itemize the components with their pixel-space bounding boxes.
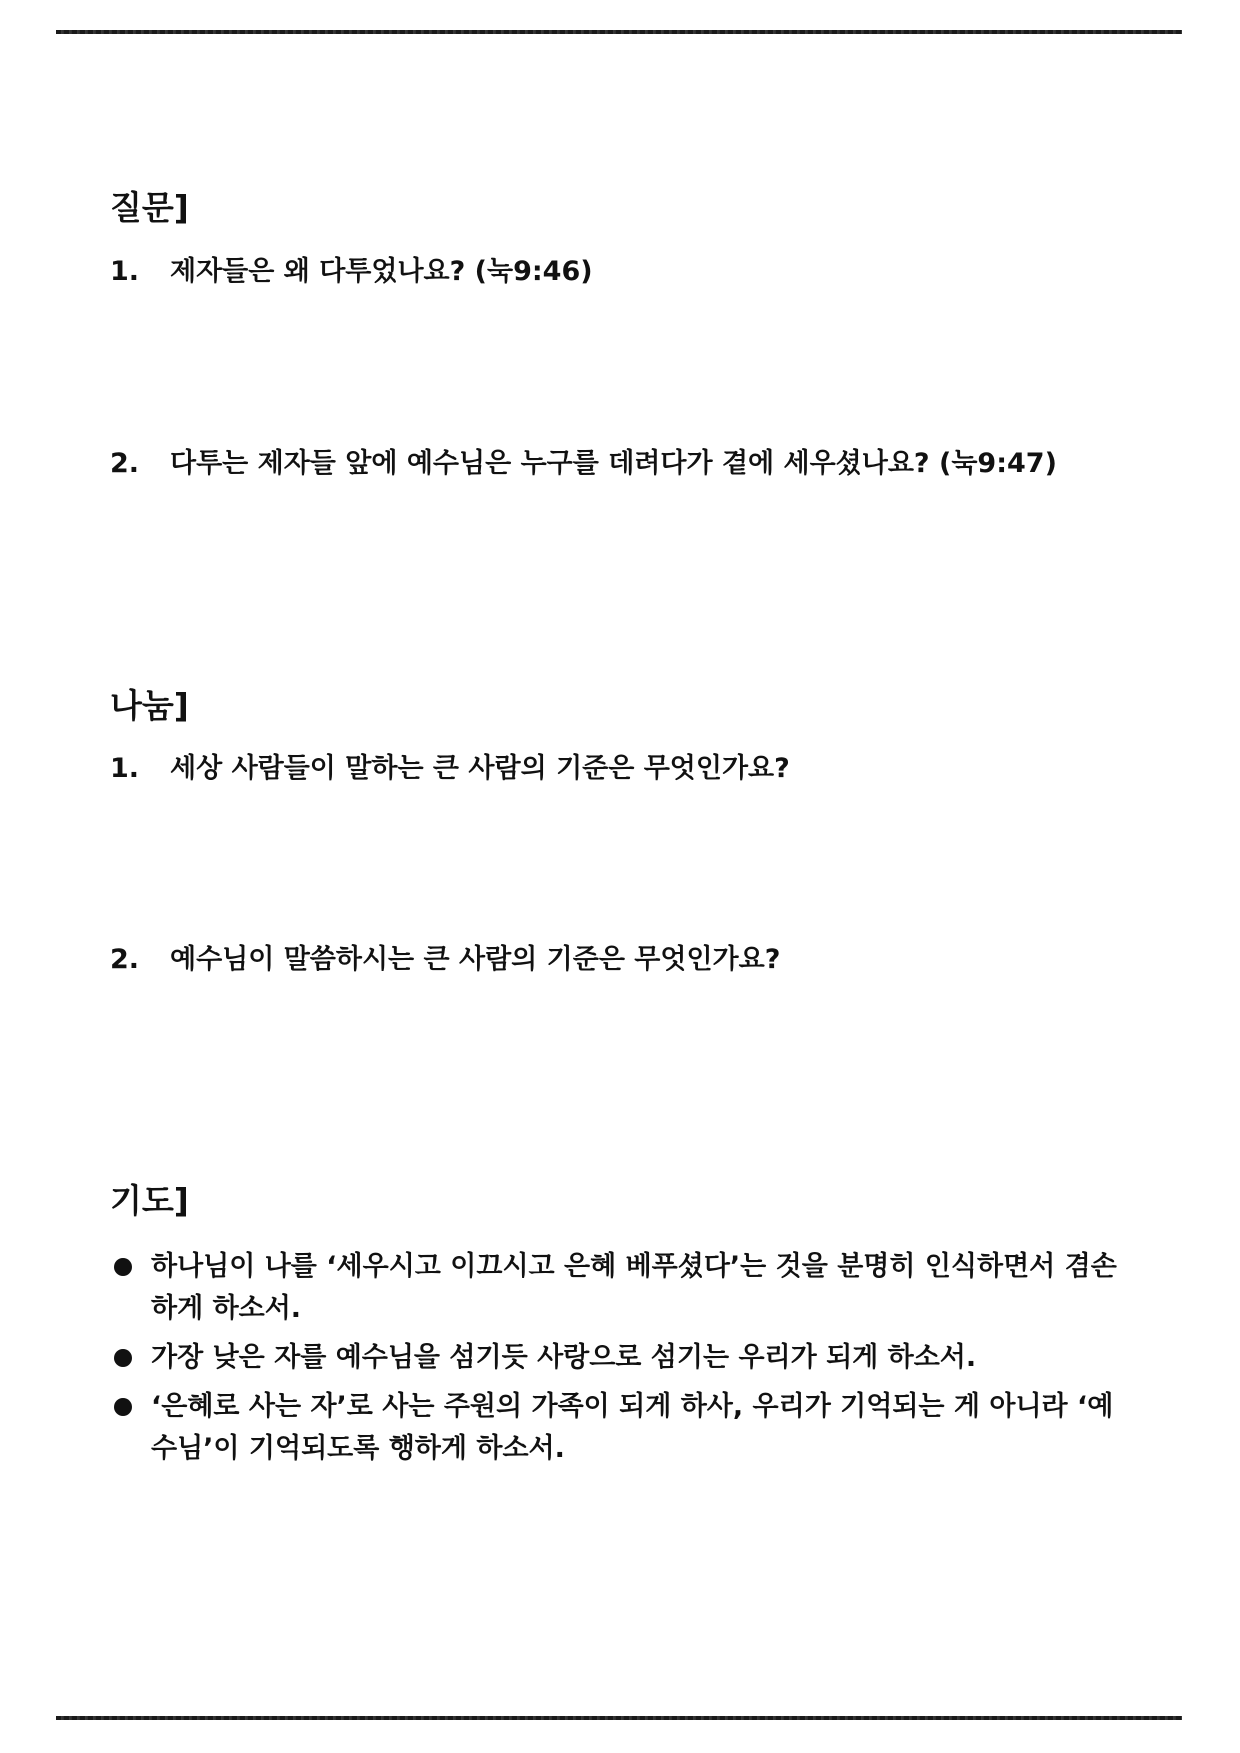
bullet-icon — [114, 1349, 132, 1367]
prayer-list — [110, 1246, 1120, 1477]
prayer-text: 가장 낮은 자를 예수님을 섬기듯 사랑으로 섬기는 우리가 되게 하소서. — [151, 1342, 977, 1373]
sharing-text: 예수님이 말씀하시는 큰 사람의 기준은 무엇인가요? — [170, 944, 781, 975]
bottom-divider — [56, 1716, 1182, 1720]
question-item-2 — [110, 442, 1120, 485]
sharing-text: 세상 사람들이 말하는 큰 사람의 기준은 무엇인가요? — [170, 753, 790, 784]
sharing-item-2 — [110, 938, 1120, 981]
prayer-text: ‘은혜로 사는 자’로 사는 주원의 가족이 되게 하사, 우리가 기억되는 게 아니라 ‘예수님’이 기억되도록 행하게 하소서. — [151, 1391, 1114, 1464]
question-text: 다투는 제자들 앞에 예수님은 누구를 데려다가 곁에 세우셨나요? (눅9:47) — [170, 448, 1057, 479]
sharing-item-1 — [110, 747, 1120, 790]
prayer-item — [110, 1386, 1120, 1470]
bullet-icon — [114, 1258, 132, 1276]
question-text: 제자들은 왜 다투었나요? (눅9:46) — [170, 256, 593, 287]
prayer-item — [110, 1337, 1120, 1379]
sharing-number: 2. — [110, 944, 140, 975]
question-item-1 — [110, 250, 1120, 293]
sharing-heading: 나눔] — [110, 686, 189, 725]
prayer-heading: 기도] — [110, 1181, 189, 1220]
questions-heading: 질문] — [110, 188, 189, 227]
bullet-icon — [114, 1398, 132, 1416]
top-divider — [56, 30, 1182, 34]
question-number: 1. — [110, 256, 140, 287]
sharing-number: 1. — [110, 753, 140, 784]
prayer-item — [110, 1246, 1120, 1330]
prayer-text: 하나님이 나를 ‘세우시고 이끄시고 은혜 베푸셨다’는 것을 분명히 인식하면서 겸손하게 하소서. — [151, 1251, 1117, 1324]
question-number: 2. — [110, 448, 140, 479]
